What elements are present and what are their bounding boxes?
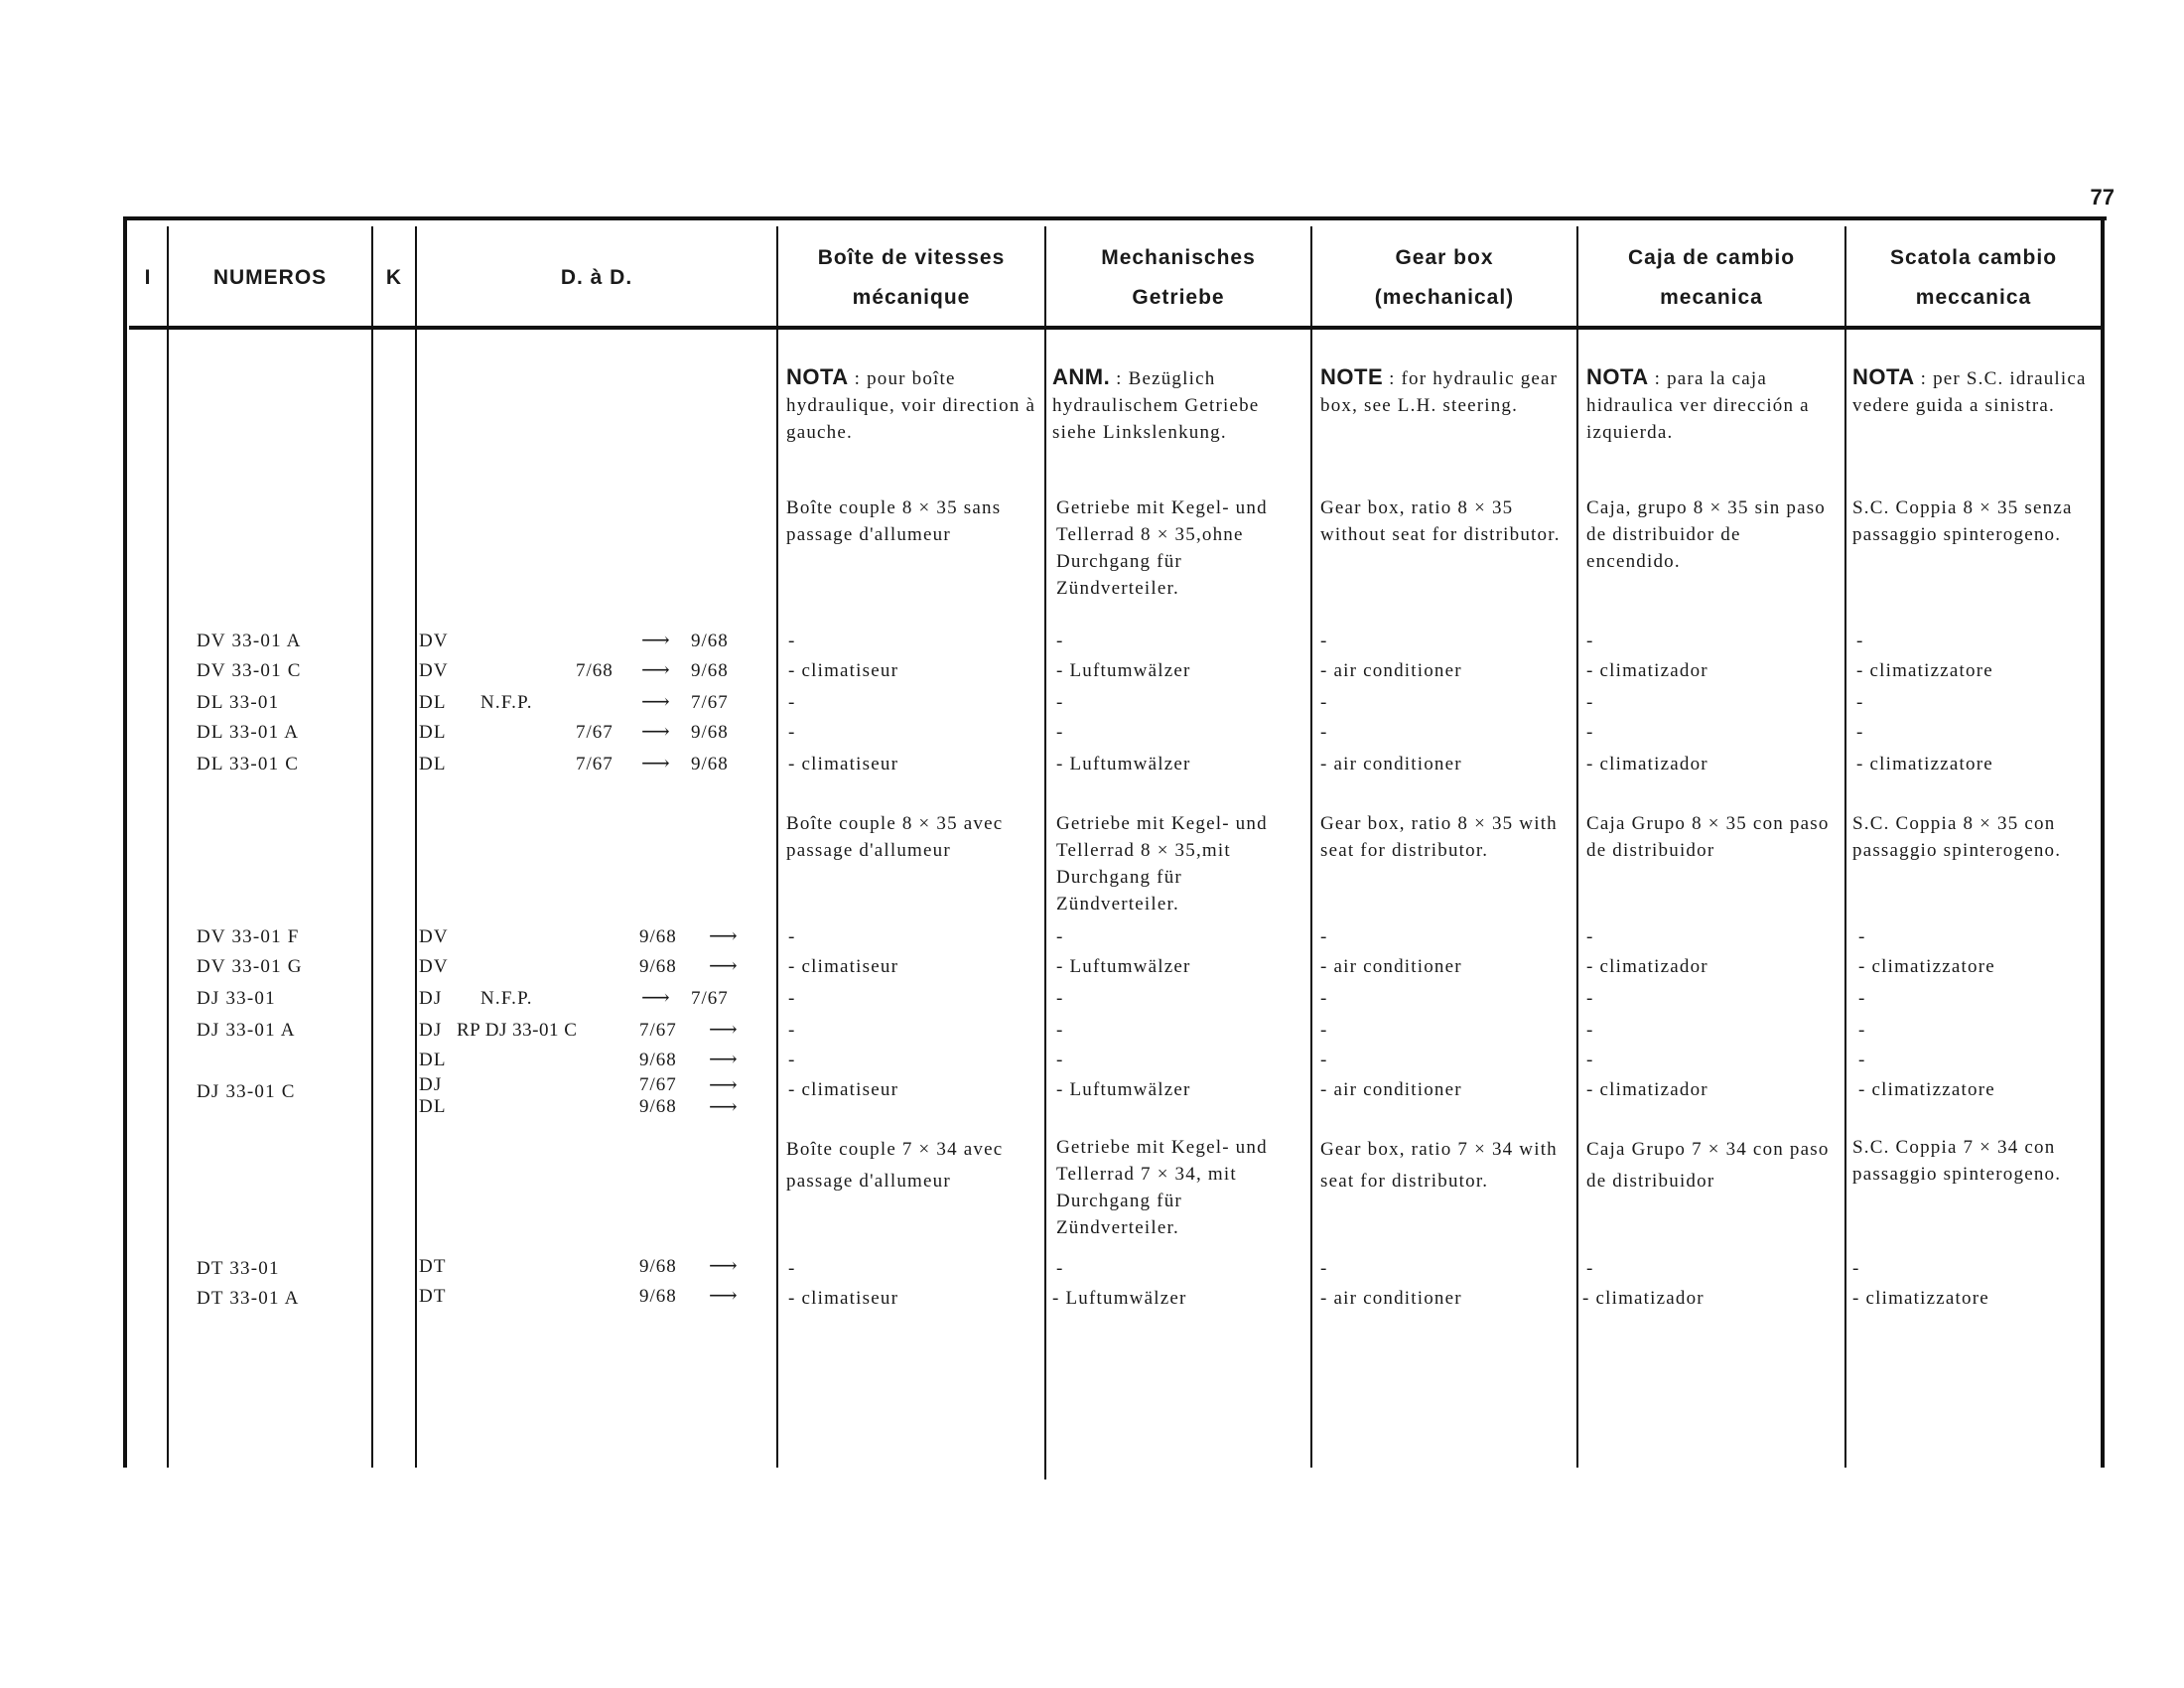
row-k: DV [419,631,449,651]
row-it: - climatizzatore [1856,754,1993,774]
row-k: DJ [419,1020,443,1041]
header-es-line2: mecanica [1660,286,1763,309]
row-en: - air conditioner [1320,956,1462,977]
row-number: DT 33-01 A [197,1288,300,1309]
row-de: - [1056,1258,1064,1279]
arrow-icon: ⟶ [709,1096,738,1118]
row-en: - air conditioner [1320,660,1462,681]
row-fr: - [788,1258,796,1279]
row-fr: - climatiseur [788,660,899,681]
section2-fr: Boîte couple 8 × 35 avec passage d'allumeur [786,813,1004,861]
row-es: - [1586,988,1594,1009]
row-en: - [1320,1050,1328,1070]
section1-en: Gear box, ratio 8 × 35 without seat for distributor. [1320,497,1561,545]
col-sep-8 [1844,226,1846,1468]
row-number: DL 33-01 [197,692,280,713]
row-fr: - climatiseur [788,956,899,977]
header-de-line2: Getriebe [1132,286,1225,309]
table-top-border [125,216,2107,220]
row-es: - [1586,1258,1594,1279]
header-es-line1: Caja de cambio [1627,246,1796,269]
arrow-icon: ⟶ [641,721,670,743]
row-en: - [1320,988,1328,1009]
row-it: - [1856,722,1864,743]
row-from: 9/68 [639,1256,677,1277]
note-fr-label: NOTA [786,364,849,389]
page-number: 77 [2090,185,2115,210]
section2-it: S.C. Coppia 8 × 35 con passaggio spinterogeno. [1852,813,2062,861]
row-es: - [1586,631,1594,651]
arrow-icon: ⟶ [709,1074,738,1096]
row-en: - [1320,926,1328,947]
row-to: 9/68 [691,754,729,774]
row-de: - Luftumwälzer [1052,1288,1187,1309]
section2-en: Gear box, ratio 8 × 35 with seat for distributor. [1320,813,1558,861]
table-right-border [2101,216,2105,1468]
row-k: DV [419,660,449,681]
note-fr-text: : pour boîte hydraulique, voir direction à gauche. [786,368,1036,443]
row-en: - [1320,1020,1328,1041]
arrow-icon: ⟶ [641,659,670,681]
row-note: N.F.P. [480,692,533,713]
note-it-text: : per S.C. idraulica vedere guida a sinistra. [1852,368,2087,416]
header-it-line1: Scatola cambio [1889,246,2058,269]
note-de [1052,363,1304,446]
row-k: DV [419,926,449,947]
section3-fr: Boîte couple 7 × 34 avec passage d'allumeur [786,1139,1004,1192]
col-sep-5 [1044,226,1046,1479]
row-fr: - [788,722,796,743]
row-es: - climatizador [1586,956,1708,977]
row-from: 9/68 [639,1286,677,1307]
row-k: DL [419,692,447,713]
header-dad: D. à D. [560,266,633,289]
header-k: K [385,266,403,289]
note-en [1320,363,1570,419]
row-number: DJ 33-01 C [197,1081,296,1102]
note-es-text: : para la caja hidraulica ver dirección a izquierda. [1586,368,1810,443]
row-it: - [1858,1050,1866,1070]
header-es [1578,238,1844,318]
row-it: - [1858,1020,1866,1041]
row-number: DT 33-01 [197,1258,280,1279]
row-note: RP DJ 33-01 C [457,1020,578,1041]
row-from: 7/68 [576,660,614,681]
col-sep-1 [167,226,169,1468]
note-en-text: : for hydraulic gear box, see L.H. steering. [1320,368,1559,416]
row-de: - [1056,1050,1064,1070]
row-es: - [1586,1050,1594,1070]
row-number: DL 33-01 A [197,722,300,743]
row-de: - Luftumwälzer [1056,660,1191,681]
row-fr: - [788,692,796,713]
row-en: - [1320,1258,1328,1279]
row-fr: - [788,988,796,1009]
table-left-border [123,216,127,1468]
header-en-line1: Gear box [1395,246,1494,269]
row-en: - [1320,722,1328,743]
row-es: - [1586,1020,1594,1041]
row-de: - [1056,926,1064,947]
header-en [1312,238,1576,318]
row-to: 9/68 [691,722,729,743]
section2-es: Caja Grupo 8 × 35 con paso de distribuidor [1586,813,1830,861]
arrow-icon: ⟶ [709,1019,738,1041]
row-es: - [1586,926,1594,947]
row-from: 7/67 [639,1074,677,1095]
col-sep-6 [1310,226,1312,1468]
header-i: I [144,266,152,289]
row-de: - [1056,1020,1064,1041]
section1-it: S.C. Coppia 8 × 35 senza passaggio spinterogeno. [1852,497,2073,545]
header-fr-line1: Boîte de vitesses [817,246,1006,269]
row-it: - [1856,692,1864,713]
row-to: 9/68 [691,631,729,651]
arrow-icon: ⟶ [641,630,670,651]
section3-en: Gear box, ratio 7 × 34 with seat for distributor. [1320,1139,1558,1192]
header-de [1046,238,1310,318]
row-en: - [1320,631,1328,651]
arrow-icon: ⟶ [709,1049,738,1070]
row-de: - [1056,692,1064,713]
note-de-label: ANM. [1052,364,1111,389]
row-fr: - climatiseur [788,754,899,774]
row-number: DV 33-01 G [197,956,303,977]
row-to: 9/68 [691,660,729,681]
row-it: - climatizzatore [1858,1079,1995,1100]
row-k: DT [419,1286,447,1307]
row-from: 9/68 [639,1050,677,1070]
row-es: - [1586,722,1594,743]
header-bottom-border [129,326,2105,330]
arrow-icon: ⟶ [641,987,670,1009]
row-fr: - [788,926,796,947]
row-number: DJ 33-01 A [197,1020,296,1041]
row-es: - climatizador [1582,1288,1705,1309]
arrow-icon: ⟶ [641,691,670,713]
row-it: - climatizzatore [1852,1288,1989,1309]
row-en: - [1320,692,1328,713]
row-from: 7/67 [576,722,614,743]
row-to: 7/67 [691,692,729,713]
row-de: - [1056,631,1064,651]
header-fr [778,238,1044,318]
note-es-label: NOTA [1586,364,1649,389]
row-from: 7/67 [639,1020,677,1041]
note-de-text: : Bezüglich hydraulischem Getriebe siehe Linkslenkung. [1052,368,1260,443]
col-sep-3 [415,226,417,1468]
section2-de: Getriebe mit Kegel- und Tellerrad 8 × 35,mit Durchgang für Zündverteiler. [1056,813,1268,914]
row-it: - [1856,631,1864,651]
header-en-line2: (mechanical) [1374,286,1515,309]
header-it-line2: meccanica [1915,286,2032,309]
row-from: 9/68 [639,956,677,977]
section1-es: Caja, grupo 8 × 35 sin paso de distribuidor de encendido. [1586,497,1827,572]
row-fr: - [788,1050,796,1070]
row-k: DL [419,754,447,774]
row-note: N.F.P. [480,988,533,1009]
row-es: - climatizador [1586,660,1708,681]
arrow-icon: ⟶ [709,955,738,977]
row-k: DJ [419,1074,443,1095]
row-k: DV [419,956,449,977]
row-from: 9/68 [639,926,677,947]
row-number: DV 33-01 C [197,660,302,681]
header-it [1846,238,2101,318]
row-it: - [1858,926,1866,947]
row-it: - climatizzatore [1856,660,1993,681]
row-en: - air conditioner [1320,1079,1462,1100]
row-fr: - [788,1020,796,1041]
arrow-icon: ⟶ [709,1255,738,1277]
header-numeros: NUMEROS [212,266,328,289]
row-k: DL [419,1096,447,1117]
row-k: DL [419,1050,447,1070]
row-en: - air conditioner [1320,754,1462,774]
header-de-line1: Mechanisches [1101,246,1256,269]
row-de: - Luftumwälzer [1056,754,1191,774]
row-fr: - climatiseur [788,1288,899,1309]
col-sep-2 [371,226,373,1468]
note-it [1852,363,2097,419]
section3-it: S.C. Coppia 7 × 34 con passaggio spinterogeno. [1852,1137,2062,1185]
section1-fr: Boîte couple 8 × 35 sans passage d'allumeur [786,497,1002,545]
arrow-icon: ⟶ [709,925,738,947]
row-fr: - climatiseur [788,1079,899,1100]
row-k: DT [419,1256,447,1277]
section1-de: Getriebe mit Kegel- und Tellerrad 8 × 35,ohne Durchgang für Zündverteiler. [1056,497,1268,599]
row-number: DJ 33-01 [197,988,276,1009]
row-it: - [1858,988,1866,1009]
row-k: DL [419,722,447,743]
row-de: - Luftumwälzer [1056,1079,1191,1100]
note-en-label: NOTE [1320,364,1384,389]
row-k: DJ [419,988,443,1009]
row-en: - air conditioner [1320,1288,1462,1309]
note-es [1586,363,1839,446]
section3-es: Caja Grupo 7 × 34 con paso de distribuidor [1586,1139,1830,1192]
header-fr-line2: mécanique [852,286,971,309]
row-es: - climatizador [1586,1079,1708,1100]
row-to: 7/67 [691,988,729,1009]
col-sep-7 [1576,226,1578,1468]
row-de: - [1056,988,1064,1009]
row-es: - [1586,692,1594,713]
row-number: DL 33-01 C [197,754,300,774]
arrow-icon: ⟶ [641,753,670,774]
note-fr [786,363,1038,446]
note-it-label: NOTA [1852,364,1915,389]
section3-de: Getriebe mit Kegel- und Tellerrad 7 × 34, mit Durchgang für Zündverteiler. [1056,1137,1268,1238]
row-number: DV 33-01 F [197,926,300,947]
col-sep-4 [776,226,778,1468]
arrow-icon: ⟶ [709,1285,738,1307]
row-de: - Luftumwälzer [1056,956,1191,977]
row-from: 9/68 [639,1096,677,1117]
row-it: - [1852,1258,1860,1279]
row-de: - [1056,722,1064,743]
row-es: - climatizador [1586,754,1708,774]
row-from: 7/67 [576,754,614,774]
row-fr: - [788,631,796,651]
row-number: DV 33-01 A [197,631,302,651]
row-it: - climatizzatore [1858,956,1995,977]
